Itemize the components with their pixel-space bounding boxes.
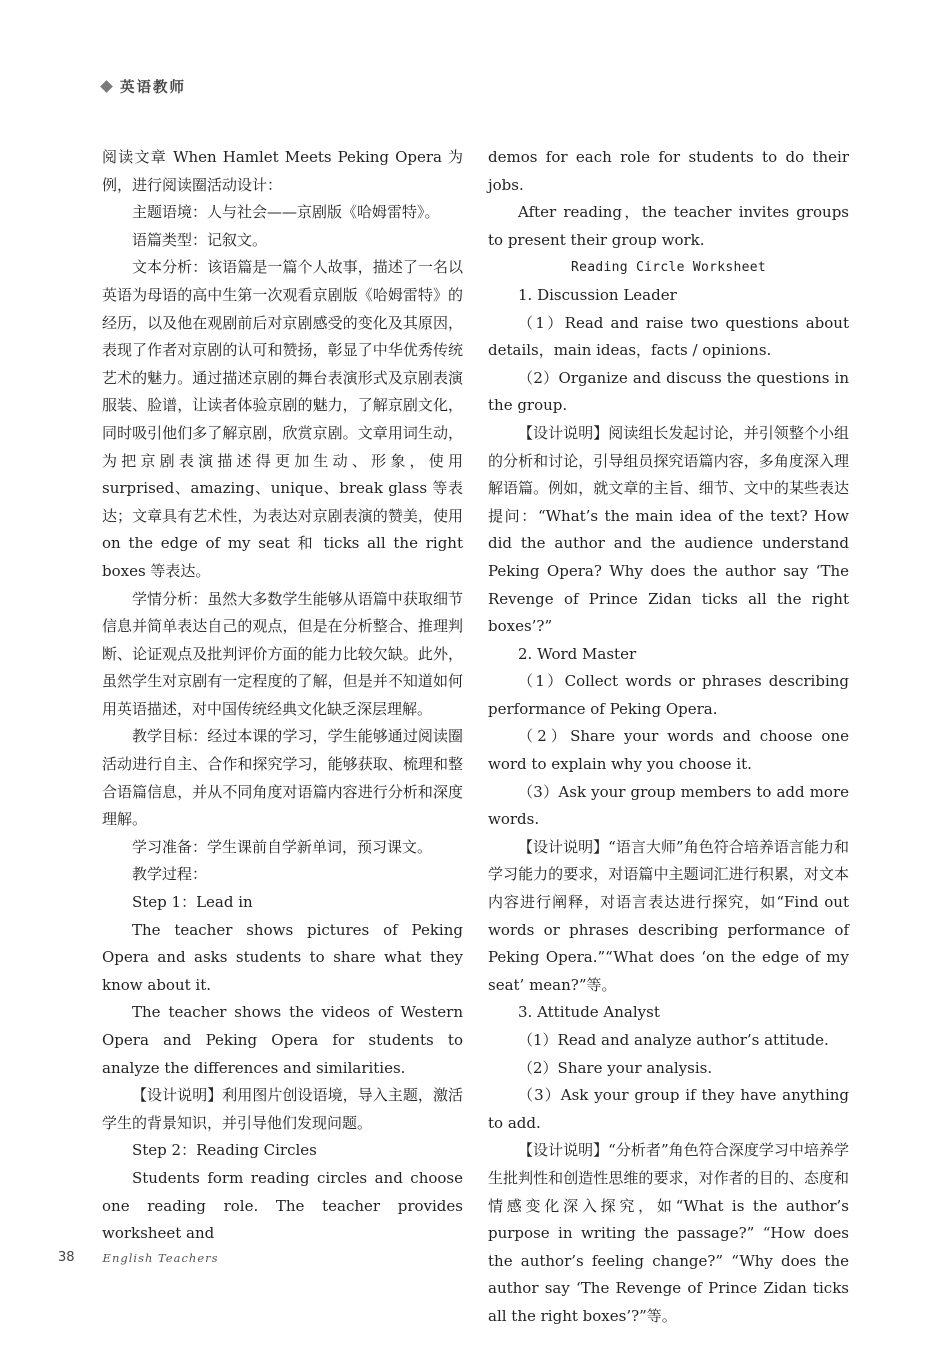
right-column — [488, 144, 849, 1331]
paragraph: 学习准备：学生课前自学新单词，预习课文。 — [132, 837, 433, 856]
paragraph: 文本分析：该语篇是一篇个人故事，描述了一名以英语为母语的高中生第一次观看京剧版《哈姆雷特》的经历，以及他在观剧前后对京剧感受的变化及其原因，表现了作者对京剧的认可和赞扬，彰显了中华优秀传统艺术的魅力。通过描述京剧的舞台表演形式及京剧表演服装、脸谱，让读者体验京剧的魅力，了解京剧文化，同时吸引他们多了解京剧，欣赏京剧。文章用词生动，为把京剧表演描述得更加生动、形象，使用 surprised、amazing、unique、break glass 等表达；文章具有艺术性，为表达对京剧表演的赞美，使用 on the edge of my seat 和 ticks all the right boxes 等表达。 — [102, 258, 463, 580]
paragraph: （2）Organize and discuss the questions in the group. — [488, 368, 849, 415]
role-heading: 3. Attitude Analyst — [518, 1003, 660, 1022]
paragraph: 主题语境：人与社会——京剧版《哈姆雷特》。 — [132, 203, 440, 222]
paragraph: 语篇类型：记叙文。 — [132, 230, 268, 249]
running-header — [102, 76, 186, 96]
design-note: 【设计说明】利用图片创设语境，导入主题，激活学生的背景知识，并引导他们发现问题。 — [102, 1086, 463, 1132]
role-heading: 1. Discussion Leader — [518, 285, 677, 304]
worksheet-title: Reading Circle Worksheet — [570, 260, 767, 276]
diamond-icon — [100, 80, 113, 93]
paragraph: 教学目标：经过本课的学习，学生能够通过阅读圈活动进行自主、合作和探究学习，能够获取、梳理和整合语篇信息，并从不同角度对语篇内容进行分析和深度理解。 — [102, 727, 463, 829]
role-heading: 2. Word Master — [518, 644, 637, 663]
paragraph: After reading，the teacher invites groups to present their group work. — [488, 203, 849, 249]
journal-title: 英语教师 — [120, 79, 186, 96]
paragraph: The teacher shows pictures of Peking Opera and asks students to share what they know about it. — [102, 920, 463, 994]
design-note: 【设计说明】阅读组长发起讨论，并引领整个小组的分析和讨论，引导组员探究语篇内容，多角度深入理解语篇。例如，就文章的主旨、细节、文中的某些表达提问：“What’s the main idea of the text? How did the author and the audience understand Peking Opera? Why does the author say ‘The Revenge of Prince Zidan ticks all the right boxes’?” — [488, 423, 849, 636]
paragraph: （3）Ask your group if they have anything to add. — [488, 1086, 849, 1132]
design-note: 【设计说明】“分析者”角色符合深度学习中培养学生批判性和创造性思维的要求，对作者的目的、态度和情感变化深入探究，如“What is the author’s purpose in writing the passage?” “How does the author’s feeling change?” “Why does the author say ‘The Revenge of Prince Zidan ticks all the right boxes’?”等。 — [488, 1141, 849, 1325]
journal-name: English Teachers — [102, 1250, 219, 1265]
paragraph: The teacher shows the videos of Western Opera and Peking Opera for students to analyze the differences and similarities. — [102, 1003, 463, 1077]
paragraph: Students form reading circles and choose one reading role. The teacher provides worksheet and — [102, 1168, 463, 1243]
paragraph: （1）Read and analyze author’s attitude. — [518, 1031, 829, 1049]
paragraph: （1）Collect words or phrases describing performance of Peking Opera. — [488, 672, 849, 718]
paragraph: （2）Share your analysis. — [518, 1058, 713, 1077]
page-footer — [58, 1250, 219, 1265]
step-heading: Step 1：Lead in — [132, 893, 253, 912]
paragraph: （1）Read and raise two questions about details，main ideas，facts / opinions. — [488, 313, 849, 360]
paragraph: demos for each role for students to do their jobs. — [488, 148, 849, 194]
paragraph: （3）Ask your group members to add more words. — [488, 782, 849, 829]
paragraph: （2）Share your words and choose one word to explain why you choose it. — [488, 727, 849, 774]
page-number: 38 — [58, 1250, 75, 1265]
design-note: 【设计说明】“语言大师”角色符合培养语言能力和学习能力的要求，对语篇中主题词汇进行积累，对文本内容进行阐释，对语言表达进行探究，如“Find out words or phrases describing performance of Peking Opera.”“What does ‘on the edge of my seat’ mean?”等。 — [488, 837, 849, 994]
paragraph: 教学过程： — [132, 865, 208, 884]
step-heading: Step 2：Reading Circles — [132, 1141, 317, 1160]
paragraph: 学情分析：虽然大多数学生能够从语篇中获取细节信息并简单表达自己的观点，但是在分析整合、推理判断、论证观点及批判评价方面的能力比较欠缺。此外，虽然学生对京剧有一定程度的了解，但是并不知道如何用英语描述，对中国传统经典文化缺乏深层理解。 — [102, 589, 463, 718]
paragraph: 阅读文章 When Hamlet Meets Peking Opera 为例，进行阅读圈活动设计： — [102, 148, 463, 194]
left-column — [102, 144, 463, 1248]
